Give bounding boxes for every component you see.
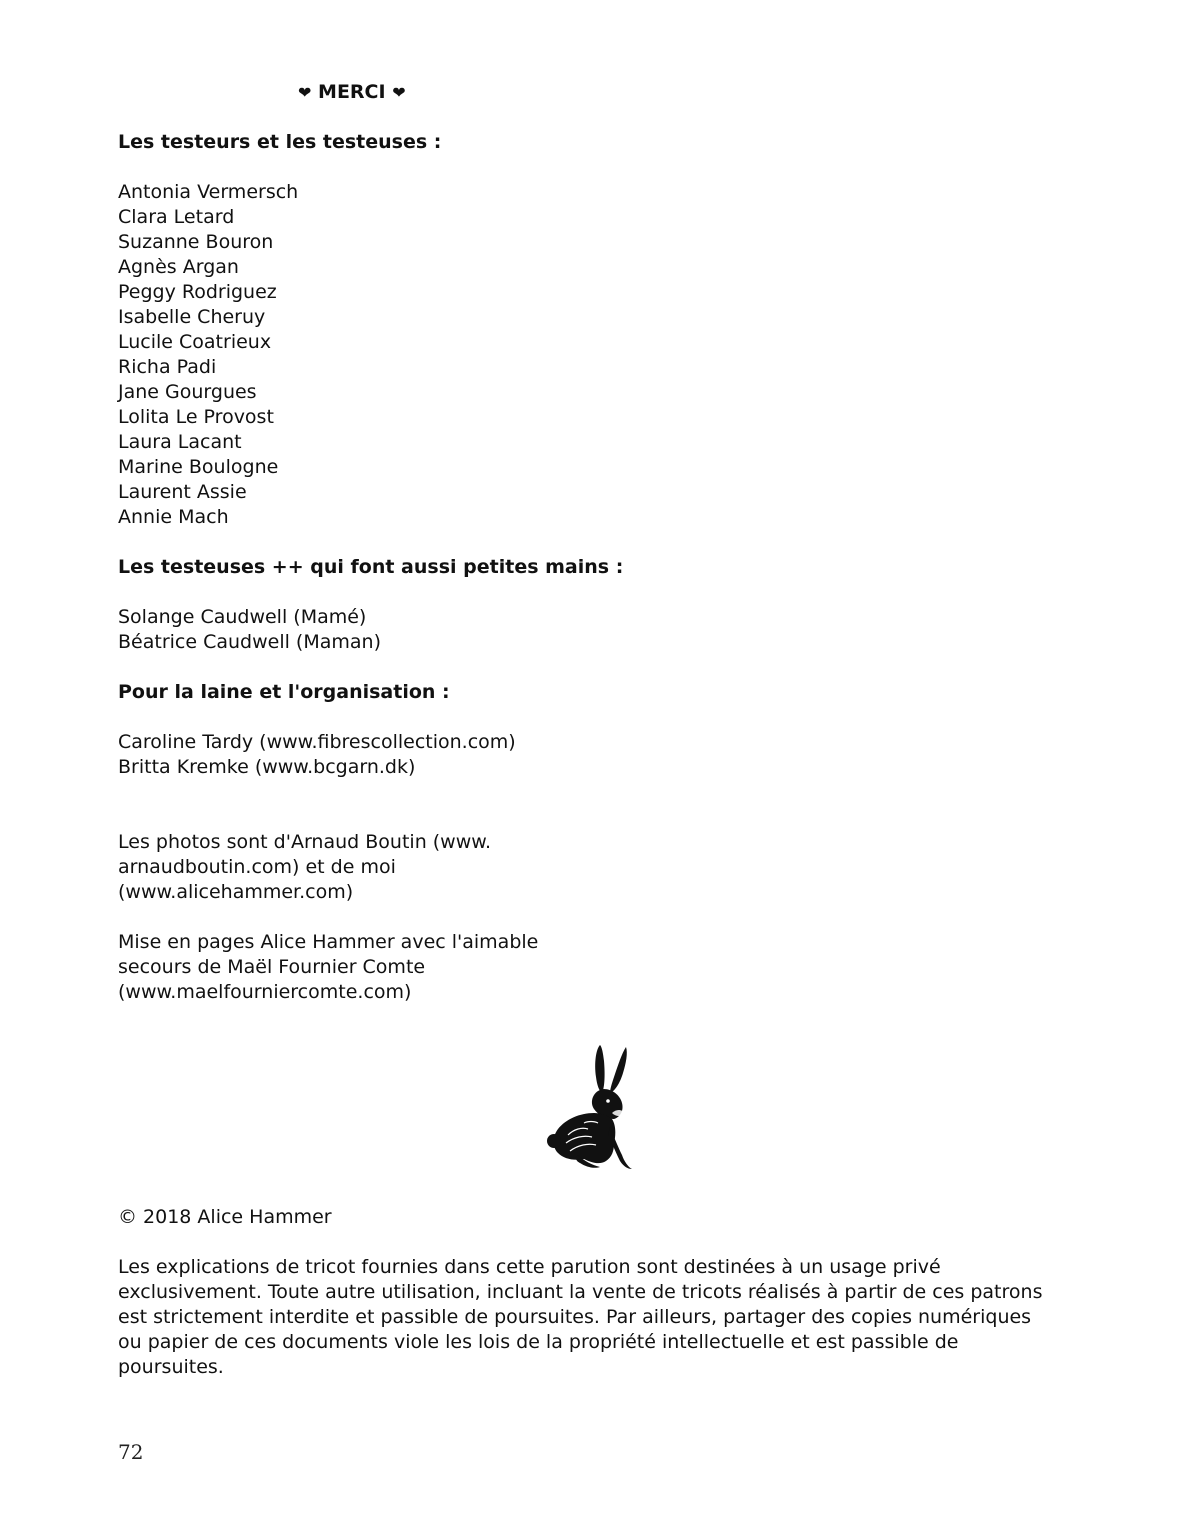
list-item: Lucile Coatrieux: [118, 331, 272, 353]
credit-line: arnaudboutin.com) et de moi: [118, 856, 396, 878]
list-item: Isabelle Cheruy: [118, 306, 266, 328]
credit-line: Les photos sont d'Arnaud Boutin (www.: [118, 831, 492, 853]
title-text: MERCI: [318, 81, 386, 103]
rabbit-eye: [606, 1099, 610, 1103]
credit-line: (www.alicehammer.com): [118, 881, 354, 903]
list-item: Laura Lacant: [118, 431, 242, 453]
testers-heading: Les testeurs et les testeuses :: [118, 131, 442, 153]
helpers-list: [118, 605, 381, 655]
credit-line: Mise en pages Alice Hammer avec l'aimable: [118, 931, 539, 953]
list-item: Caroline Tardy (www.fibrescollection.com): [118, 731, 516, 753]
page-number: 72: [118, 1440, 144, 1464]
credit-line: secours de Maël Fournier Comte: [118, 956, 426, 978]
list-item: Annie Mach: [118, 506, 229, 528]
photo-credits: [118, 830, 491, 905]
wool-list: [118, 730, 516, 780]
list-item: Britta Kremke (www.bcgarn.dk): [118, 756, 416, 778]
list-item: Clara Letard: [118, 206, 235, 228]
list-item: Antonia Vermersch: [118, 181, 299, 203]
rabbit-tail: [547, 1134, 561, 1148]
layout-credits: [118, 930, 538, 1005]
list-item: Marine Boulogne: [118, 456, 279, 478]
list-item: Richa Padi: [118, 356, 217, 378]
heart-icon: ❤: [298, 83, 312, 102]
list-item: Solange Caudwell (Mamé): [118, 606, 367, 628]
wool-heading: Pour la laine et l'organisation :: [118, 681, 450, 703]
list-item: Laurent Assie: [118, 481, 247, 503]
heart-icon: ❤: [392, 83, 406, 102]
list-item: Béatrice Caudwell (Maman): [118, 631, 381, 653]
legal-notice: Les explications de tricot fournies dans cette parution sont destinées à un usage privé exclusivement. Toute autre utilisation, incluant la vente de tricots réalisés à partir de ces patrons est strictement interdite et passible de poursuites. Par ailleurs, partager des copies numériques ou papier de ces documents viole les lois de la propriété intellectuelle et est passible de poursuites.: [118, 1256, 1043, 1378]
list-item: Lolita Le Provost: [118, 406, 274, 428]
rabbit-ear: [610, 1047, 627, 1093]
list-item: Suzanne Bouron: [118, 231, 274, 253]
rabbit-body: [554, 1113, 616, 1163]
credit-line: (www.maelfourniercomte.com): [118, 981, 412, 1003]
list-item: Jane Gourgues: [118, 381, 257, 403]
helpers-heading: Les testeuses ++ qui font aussi petites mains :: [118, 556, 624, 578]
rabbit-ear: [595, 1045, 604, 1093]
page-title: [298, 80, 406, 105]
testers-list: [118, 180, 298, 530]
list-item: Peggy Rodriguez: [118, 281, 277, 303]
rabbit-illustration: [544, 1043, 636, 1173]
list-item: Agnès Argan: [118, 256, 239, 278]
copyright: © 2018 Alice Hammer: [118, 1206, 332, 1228]
